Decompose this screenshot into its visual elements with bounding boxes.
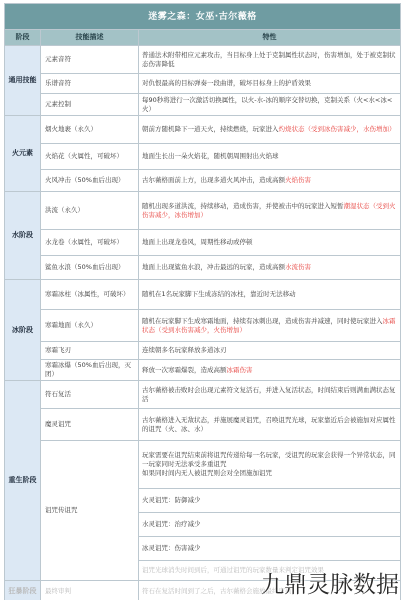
stage-water: 水阶段 xyxy=(5,192,41,280)
table-row xyxy=(5,409,401,441)
curse-effect-fire: 火灵诅咒：防御减少 xyxy=(139,489,401,513)
trait-highlight: 灼烧状态（受到冰伤害减少，水伤增加） xyxy=(278,125,396,133)
header-stage: 阶段 xyxy=(5,30,41,46)
table-row xyxy=(5,342,401,360)
skill-trait: 每90秒将进行一次激活切换属性，以火-水-冰的顺序交替切换，克制关系（火<水<冰<火） xyxy=(139,94,401,116)
skill-trait: 普通法术附带相应元素攻击，当目标身上处于克制属性状态时，伤害增加，处于被克制状态伤害降低 xyxy=(139,46,401,74)
skill-name: 火风冲击（50%血后出现） xyxy=(41,170,139,192)
title-row xyxy=(5,4,401,30)
skill-trait xyxy=(139,116,401,144)
curse-note: 诅咒光球消失时间到后，可通过诅咒的玩家数量来判定诅咒效果 xyxy=(139,561,401,581)
skill-name: 寒霜冰爆（50%血后出现，灭团） xyxy=(41,360,139,381)
skill-trait: 古尔薇格被击败时会出现元素符文复活石，并进入复活状态，时间结束后则满血满状态复活 xyxy=(139,381,401,409)
curse-effect-ice: 冰灵诅咒：伤害减少 xyxy=(139,537,401,561)
header-row xyxy=(5,30,401,46)
stage-general-skills: 通用技能 xyxy=(5,46,41,116)
table-row xyxy=(5,280,401,310)
table-row xyxy=(5,74,401,94)
table-row xyxy=(5,46,401,74)
skill-name: 烟火地裹（永久） xyxy=(41,116,139,144)
table-title: 迷雾之森：女巫·古尔薇格 xyxy=(5,4,401,30)
skill-trait xyxy=(139,192,401,230)
skill-name: 寒霜飞刃 xyxy=(41,342,139,360)
trait-highlight: 潮湿状态（受到火伤害减少，冰伤增加） xyxy=(142,201,396,219)
skill-trait xyxy=(139,441,401,489)
table-row xyxy=(5,192,401,230)
skill-trait: 连续朝多名玩家释放多道冰刃 xyxy=(139,342,401,360)
table-row xyxy=(5,360,401,381)
skill-trait xyxy=(139,310,401,342)
trait-highlight: 水流伤害 xyxy=(285,263,311,271)
skill-name: 诅咒传诅咒 xyxy=(41,441,139,581)
skill-name: 寒霜地面（永久） xyxy=(41,310,139,342)
trait-text: 释放一次寒霜爆裂，造成高额 xyxy=(142,365,227,374)
table-row xyxy=(5,230,401,256)
stage-rebirth: 重生阶段 xyxy=(5,381,41,581)
skill-trait: 符石在复活时间到了之后，古尔薇格会施放最终审判 xyxy=(139,581,401,600)
trait-highlight: 冰霜状态（受到水伤害减少，火伤增加） xyxy=(142,316,396,334)
trait-text: 随机在玩家脚下生成寒霜地面，持续有冰刺出现，造成伤害并减速，同时使玩家进入 xyxy=(142,316,383,325)
skill-name: 符石复活 xyxy=(41,381,139,409)
skill-name: 洪流（永久） xyxy=(41,192,139,230)
skill-name: 鲨鱼水浪（50%血后出现） xyxy=(41,256,139,280)
skill-name: 水龙卷（水属性，可破坏） xyxy=(41,230,139,256)
trait-highlight: 火焰伤害 xyxy=(285,176,311,184)
skill-name: 魔灵诅咒 xyxy=(41,409,139,441)
table-row xyxy=(5,310,401,342)
header-trait: 特性 xyxy=(139,30,401,46)
trait-text: 随机出现多道洪流，持续移动，造成伤害，并使被击中的玩家进入短暂 xyxy=(142,201,344,210)
skill-name: 火焰花（火属性，可破坏） xyxy=(41,144,139,170)
skill-trait xyxy=(139,256,401,280)
trait-text: 地面上出现鲨鱼水浪，冲击最远的玩家，造成高额 xyxy=(142,263,285,271)
skill-trait xyxy=(139,360,401,381)
skill-trait: 对仇恨最高的目标弹奏一段曲谱，破坏目标身上的护盾效果 xyxy=(139,74,401,94)
trait-text: 古尔薇格面前上方，出现多道火风冲击，造成高额 xyxy=(142,176,285,184)
stage-berserk: 狂暴阶段 xyxy=(5,581,41,600)
trait-paragraph: 玩家需要在诅咒结束前将诅咒传递给每一名玩家，受诅咒的玩家会获得一个异常状态，同一玩家同时无法承受多重诅咒 xyxy=(142,451,396,468)
skill-name: 最终审判 xyxy=(41,581,139,600)
trait-highlight: 冰霜伤害 xyxy=(226,365,253,374)
table-row xyxy=(5,170,401,192)
table-row xyxy=(5,116,401,144)
skill-trait xyxy=(139,170,401,192)
skill-name: 元素音符 xyxy=(41,46,139,74)
table-row xyxy=(5,381,401,409)
skill-name: 寒霜冰柱（冰属性，可破坏） xyxy=(41,280,139,310)
curse-effect-water: 水灵诅咒：治疗减少 xyxy=(139,513,401,537)
trait-paragraph: 如果同时间内无人被诅咒则会对全团施加诅咒 xyxy=(142,469,272,477)
stage-fire: 火元素 xyxy=(5,116,41,192)
skill-name: 元素控制 xyxy=(41,94,139,116)
skill-trait: 古尔薇格进入无敌状态，并施展魔灵诅咒，召唤诅咒光球，玩家靠近后会被施加对应属性的诅咒（火、冰、水） xyxy=(139,409,401,441)
table-row xyxy=(5,94,401,116)
trait-text: 朝前方随机降下一道天火，持续燃烧，玩家进入 xyxy=(142,125,279,133)
boss-skill-table xyxy=(4,3,401,600)
skill-trait: 随机在1名玩家脚下生成冻结的冰柱，靠近时无法移动 xyxy=(139,280,401,310)
skill-trait: 地面上出现龙卷风，周期性移动或停顿 xyxy=(139,230,401,256)
table-row xyxy=(5,441,401,489)
stage-ice: 冰阶段 xyxy=(5,280,41,381)
watermark: 九鼎灵脉数据 xyxy=(261,572,399,598)
skill-trait: 地面生长出一朵火焰花，随机朝周围射出火焰球 xyxy=(139,144,401,170)
table-row xyxy=(5,256,401,280)
skill-name: 乐谱音符 xyxy=(41,74,139,94)
header-skill: 技能描述 xyxy=(41,30,139,46)
table-row xyxy=(5,144,401,170)
